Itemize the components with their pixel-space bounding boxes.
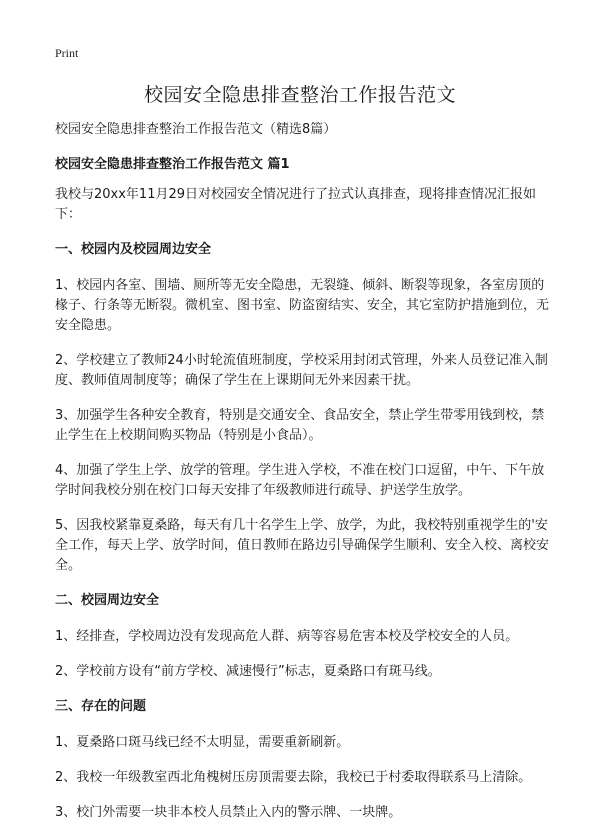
article-heading: 校园安全隐患排查整治工作报告范文 篇1 (55, 157, 290, 172)
paragraph: 1、夏桑路口斑马线已经不太明显，需要重新刷新。 (55, 735, 350, 750)
paragraph: 2、我校一年级教室西北角槐树压房顶需要去除，我校已于村委取得联系马上清除。 (55, 770, 532, 785)
paragraph: 2、学校前方设有“前方学校、减速慢行”标志，夏桑路口有斑马线。 (55, 664, 441, 679)
paragraph: 1、校园内各室、围墙、厕所等无安全隐患，无裂缝、倾斜、断裂等现象，各室房顶的椽子、行条等无断裂。微机室、图书室、防盗窗结实、安全，其它室防护措施到位，无安全隐患。 (55, 278, 550, 333)
paragraph: 5、因我校紧靠夏桑路，每天有几十名学生上学、放学，为此，我校特别重视学生的'安全工作，每天上学、放学时间，值日教师在路边引导确保学生顺利、安全入校、离校安全。 (55, 518, 550, 573)
print-label[interactable]: Print (55, 46, 79, 60)
intro-paragraph: 我校与20xx年11月29日对校园安全情况进行了拉式认真排查，现将排查情况汇报如下： (55, 187, 537, 222)
paragraph: 1、经排查，学校周边没有发现高危人群、病等容易危害本校及学校安全的人员。 (55, 629, 519, 644)
paragraph: 3、加强学生各种安全教育，特别是交通安全、食品安全，禁止学生带零用钱到校，禁止学生在上校期间购买物品（特别是小食品）。 (55, 408, 545, 443)
document-body (55, 120, 555, 838)
section-heading-2: 二、校园周边安全 (55, 593, 160, 608)
paragraph: 2、学校建立了教师24小时轮流值班制度，学校采用封闭式管理，外来人员登记准入制度、教师值周制度等；确保了学生在上课期间无外来因素干扰。 (55, 353, 548, 388)
paragraph: 3、校门外需要一块非本校人员禁止入内的警示牌、一块牌。 (55, 805, 402, 820)
section-heading-1: 一、校园内及校园周边安全 (55, 242, 212, 257)
paragraph: 4、加强了学生上学、放学的管理。学生进入学校，不准在校门口逗留，中午、下午放学时间我校分别在校门口每天安排了年级教师进行疏导、护送学生放学。 (55, 463, 545, 498)
section-heading-3: 三、存在的问题 (55, 699, 147, 714)
document-subtitle: 校园安全隐患排查整治工作报告范文（精选8篇） (55, 122, 337, 137)
page-title: 校园安全隐患排查整治工作报告范文 (143, 84, 456, 106)
